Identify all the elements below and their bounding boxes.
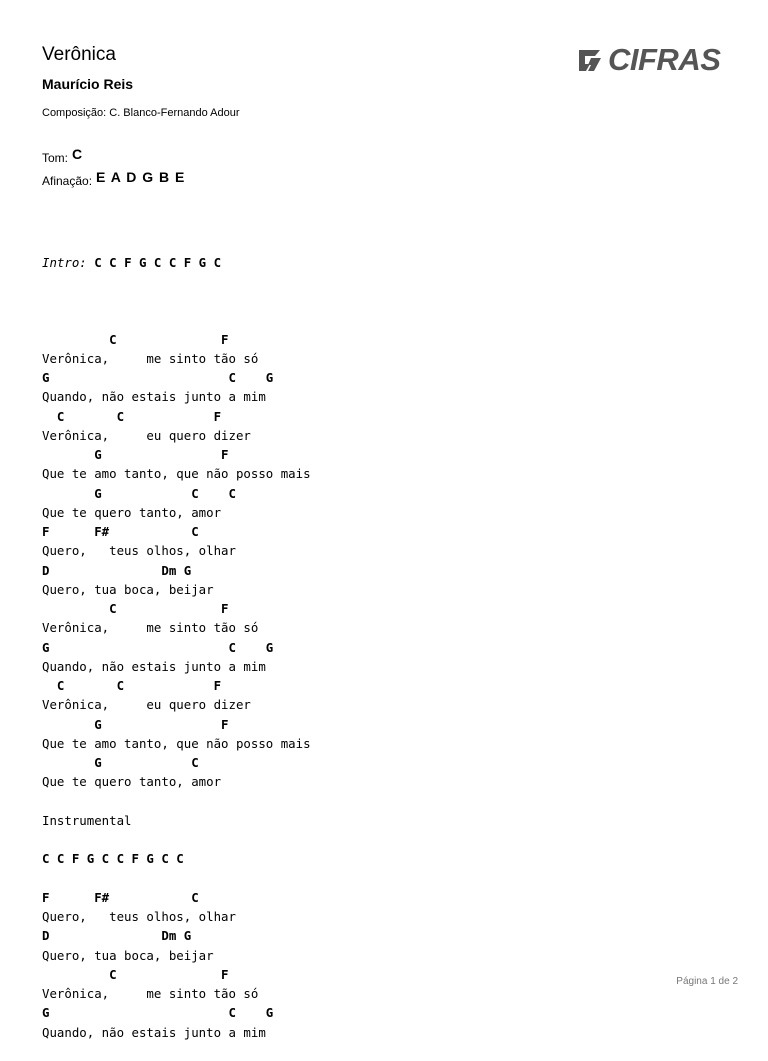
chord-line: C C F G C C F G C C (42, 851, 184, 867)
intro-chords: C C F G C C F G C (94, 254, 222, 270)
artist-name: Maurício Reis (42, 76, 134, 92)
composer-credit: Composição: C. Blanco-Fernando Adour (42, 107, 240, 119)
key-label: Tom: (42, 151, 69, 165)
intro-line (42, 253, 311, 272)
chord-line: G C G (42, 370, 274, 385)
chord-line: C F (42, 601, 229, 616)
chord-line: G C G (42, 639, 274, 655)
chord-sheet (42, 214, 311, 1061)
key-info (42, 146, 84, 167)
chord-line: G C (42, 755, 199, 770)
chord-line: D Dm G (42, 928, 192, 944)
chord-line: G C C (42, 485, 236, 501)
blank-line (42, 310, 311, 329)
intro-label: Intro: (42, 254, 87, 270)
chord-line: D Dm G (42, 562, 192, 578)
cifras-logo (576, 42, 720, 78)
sheet-lines (42, 310, 311, 1042)
blank-line (42, 792, 311, 811)
chord-line: C C F (42, 678, 222, 693)
lyric-line: Verônica, me sinto tão só (42, 986, 259, 1001)
tuning-label: Afinação: (42, 174, 93, 188)
lyric-line: Instrumental (42, 812, 132, 828)
chord-line: C F (42, 966, 229, 982)
tuning-value: E A D G B E (96, 169, 186, 185)
tuning-info (42, 169, 186, 190)
chord-line: C C F (42, 408, 222, 424)
lyric-line: Que te amo tanto, que não posso mais (42, 735, 311, 751)
chord-line: F F# C (42, 889, 199, 905)
lyric-line: Quero, tua boca, beijar (42, 581, 214, 597)
lyric-line: Que te quero tanto, amor (42, 774, 222, 790)
chord-line: G F (42, 447, 229, 462)
lyric-line: Verônica, eu quero dizer (42, 697, 251, 713)
page-indicator: Página 1 de 2 (676, 976, 738, 987)
lyric-line: Quero, teus olhos, olhar (42, 909, 236, 924)
lyric-line: Que te quero tanto, amor (42, 504, 222, 520)
lyric-line: Quando, não estais junto a mim (42, 1024, 266, 1040)
song-title: Verônica (42, 44, 116, 65)
blank-line (42, 830, 311, 849)
blank-line (42, 869, 311, 888)
chord-line: C F (42, 331, 229, 347)
chord-line: F F# C (42, 524, 199, 539)
lyric-line: Quero, tua boca, beijar (42, 947, 214, 963)
chord-line: G C G (42, 1005, 274, 1021)
chord-line: G F (42, 716, 229, 732)
lyric-line: Verônica, me sinto tão só (42, 620, 259, 636)
lyric-line: Quero, teus olhos, olhar (42, 543, 236, 559)
lyric-line: Verônica, eu quero dizer (42, 427, 251, 443)
lyric-line: Verônica, me sinto tão só (42, 350, 259, 366)
key-value: C (72, 146, 84, 162)
cifras-logo-icon (576, 46, 604, 74)
lyric-line: Quando, não estais junto a mim (42, 658, 266, 674)
cifras-logo-text: CIFRAS (608, 42, 721, 77)
lyric-line: Quando, não estais junto a mim (42, 389, 266, 405)
lyric-line: Que te amo tanto, que não posso mais (42, 466, 311, 482)
